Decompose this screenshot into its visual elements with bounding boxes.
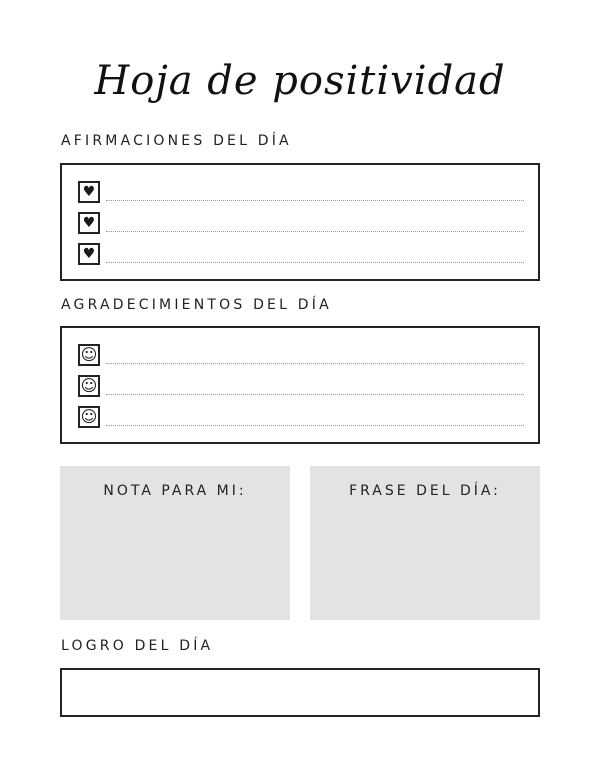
write-line[interactable] (106, 231, 524, 232)
write-line[interactable] (106, 262, 524, 263)
write-line[interactable] (106, 200, 524, 201)
heart-icon[interactable]: ♥ (78, 243, 100, 265)
gratitude-box (60, 326, 540, 444)
affirmations-box (60, 163, 540, 281)
write-line[interactable] (106, 363, 524, 364)
quote-heading: FRASE DEL DÍA: (349, 483, 501, 499)
smiley-icon[interactable]: ☺ (78, 406, 100, 428)
gratitude-heading: AGRADECIMIENTOS DEL DÍA (61, 297, 332, 313)
write-line[interactable] (106, 425, 524, 426)
note-heading: NOTA PARA MI: (103, 483, 247, 499)
smiley-icon[interactable]: ☺ (78, 344, 100, 366)
affirmation-row[interactable] (78, 243, 524, 265)
write-line[interactable] (106, 394, 524, 395)
gratitude-row[interactable] (78, 406, 524, 428)
gratitude-row[interactable] (78, 344, 524, 366)
affirmations-heading: AFIRMACIONES DEL DÍA (61, 133, 292, 149)
heart-icon[interactable]: ♥ (78, 212, 100, 234)
quote-panel[interactable] (310, 466, 540, 620)
achievement-heading: LOGRO DEL DÍA (61, 638, 214, 654)
note-panel[interactable] (60, 466, 290, 620)
page-title: Hoja de positividad (94, 58, 506, 104)
smiley-icon[interactable]: ☺ (78, 375, 100, 397)
heart-icon[interactable]: ♥ (78, 181, 100, 203)
achievement-box[interactable] (60, 668, 540, 717)
affirmation-row[interactable] (78, 212, 524, 234)
gratitude-row[interactable] (78, 375, 524, 397)
affirmation-row[interactable] (78, 181, 524, 203)
